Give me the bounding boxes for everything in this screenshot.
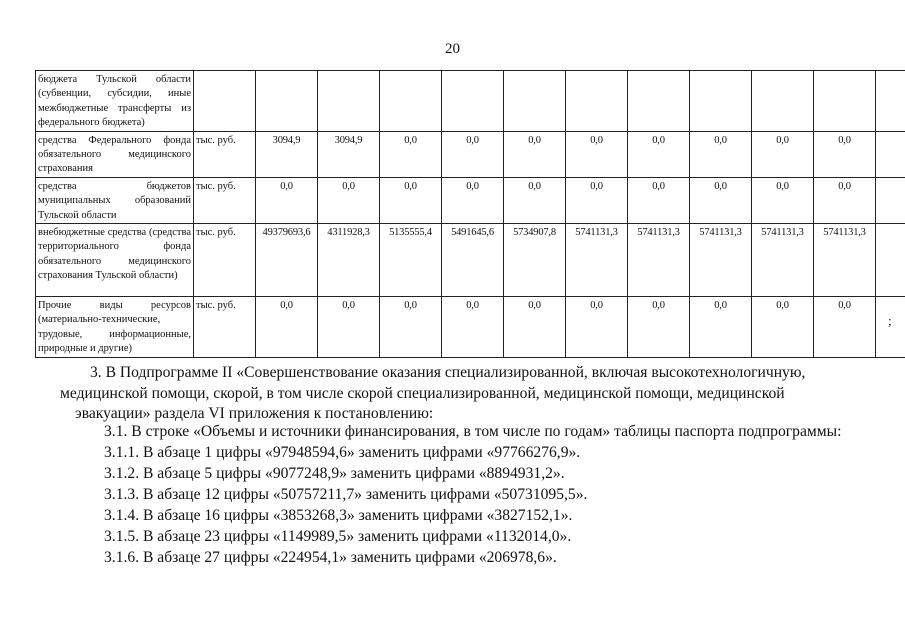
value-cell: 0,0	[628, 177, 690, 223]
value-cell: 0,0	[442, 297, 504, 358]
value-cell: 0,0	[380, 297, 442, 358]
value-cell: 0,0	[318, 297, 380, 358]
value-cell	[442, 71, 504, 132]
value-cell: 5491645,6	[442, 224, 504, 297]
value-cell	[876, 177, 905, 223]
value-cell: 5135555,4	[380, 224, 442, 297]
value-cell: 0,0	[504, 177, 566, 223]
paragraph-3-line-1: 3. В Подпрограмме II «Совершенствование оказания специализированной, включая высокотехнологичную,	[90, 364, 806, 381]
value-cell	[690, 71, 752, 132]
value-cell: 0,0	[442, 131, 504, 177]
paragraph-3-1-1: 3.1.1. В абзаце 1 цифры «97948594,6» заменить цифрами «97766276,9».	[104, 444, 581, 461]
value-cell: 5741131,3	[752, 224, 814, 297]
value-cell: 0,0	[442, 177, 504, 223]
table-row	[36, 71, 905, 132]
value-cell	[256, 71, 318, 132]
value-cell	[318, 71, 380, 132]
table-row	[36, 297, 905, 358]
value-cell: 0,0	[752, 131, 814, 177]
value-cell	[876, 71, 905, 132]
value-cell: 5741131,3	[566, 224, 628, 297]
value-cell: 0,0	[566, 177, 628, 223]
value-cell: 0,0	[380, 177, 442, 223]
trailing-semicolon: ;	[888, 313, 892, 328]
value-cell	[628, 71, 690, 132]
value-cell: 0,0	[814, 177, 876, 223]
financing-table	[35, 70, 905, 358]
value-cell	[504, 71, 566, 132]
row-label: Прочие виды ресурсов (материально-технические, трудовые, информационные, природные и другие)	[36, 297, 194, 358]
value-cell: 0,0	[566, 297, 628, 358]
table-row	[36, 177, 905, 223]
value-cell	[380, 71, 442, 132]
value-cell: 5734907,8	[504, 224, 566, 297]
value-cell: 0,0	[690, 131, 752, 177]
table-row	[36, 131, 905, 177]
value-cell	[876, 224, 905, 297]
value-cell: 3094,9	[318, 131, 380, 177]
paragraph-3-1-4: 3.1.4. В абзаце 16 цифры «3853268,3» заменить цифрами «3827152,1».	[104, 507, 573, 524]
row-unit: тыс. руб.	[194, 177, 256, 223]
paragraph-3	[60, 363, 846, 425]
value-cell: 0,0	[504, 131, 566, 177]
row-unit: тыс. руб.	[194, 131, 256, 177]
row-label: средства Федерального фонда обязательного медицинского страхования	[36, 131, 194, 177]
value-cell: 5741131,3	[628, 224, 690, 297]
paragraph-3-1-2: 3.1.2. В абзаце 5 цифры «9077248,9» заменить цифрами «8894931,2».	[104, 465, 565, 482]
row-label: средства бюджетов муниципальных образований Тульской области	[36, 177, 194, 223]
value-cell: 0,0	[814, 131, 876, 177]
row-unit: тыс. руб.	[194, 297, 256, 358]
value-cell: 0,0	[752, 177, 814, 223]
paragraph-3-1-5: 3.1.5. В абзаце 23 цифры «1149989,5» заменить цифрами «1132014,0».	[104, 528, 572, 545]
value-cell: 0,0	[690, 297, 752, 358]
value-cell	[814, 71, 876, 132]
paragraph-3-line-2: медицинской помощи, скорой, в том числе скорой специализированной, медицинской помощи, медицинской	[60, 384, 785, 402]
value-cell: 4311928,3	[318, 224, 380, 297]
value-cell: 0,0	[752, 297, 814, 358]
table-row	[36, 224, 905, 297]
paragraph-3-1-3: 3.1.3. В абзаце 12 цифры «50757211,7» заменить цифрами «50731095,5».	[104, 486, 588, 503]
value-cell	[876, 131, 905, 177]
value-cell: 0,0	[504, 297, 566, 358]
value-cell: 3094,9	[256, 131, 318, 177]
value-cell: 0,0	[628, 131, 690, 177]
page-number: 20	[445, 41, 460, 57]
value-cell: 0,0	[380, 131, 442, 177]
value-cell: 0,0	[256, 177, 318, 223]
paragraph-3-1-6: 3.1.6. В абзаце 27 цифры «224954,1» заменить цифрами «206978,6».	[104, 549, 557, 566]
value-cell: 49379693,6	[256, 224, 318, 297]
value-cell: 0,0	[566, 131, 628, 177]
row-unit	[194, 71, 256, 132]
value-cell: 0,0	[690, 177, 752, 223]
value-cell	[566, 71, 628, 132]
row-label: бюджета Тульской области (субвенции, субсидии, иные межбюджетные трансферты из федерального бюджета)	[36, 71, 194, 132]
value-cell: 0,0	[256, 297, 318, 358]
value-cell: 0,0	[318, 177, 380, 223]
value-cell	[752, 71, 814, 132]
row-unit: тыс. руб.	[194, 224, 256, 297]
row-label: внебюджетные средства (средства территориального фонда обязательного медицинского страхования Тульской области)	[36, 224, 194, 297]
value-cell: 5741131,3	[690, 224, 752, 297]
paragraph-3-1: 3.1. В строке «Объемы и источники финансирования, в том числе по годам» таблицы паспорта подпрограммы:	[104, 423, 842, 440]
paragraph-3-line-3: эвакуации» раздела VI приложения к постановлению:	[75, 405, 434, 422]
value-cell: 5741131,3	[814, 224, 876, 297]
value-cell: 0,0	[628, 297, 690, 358]
value-cell: 0,0	[814, 297, 876, 358]
